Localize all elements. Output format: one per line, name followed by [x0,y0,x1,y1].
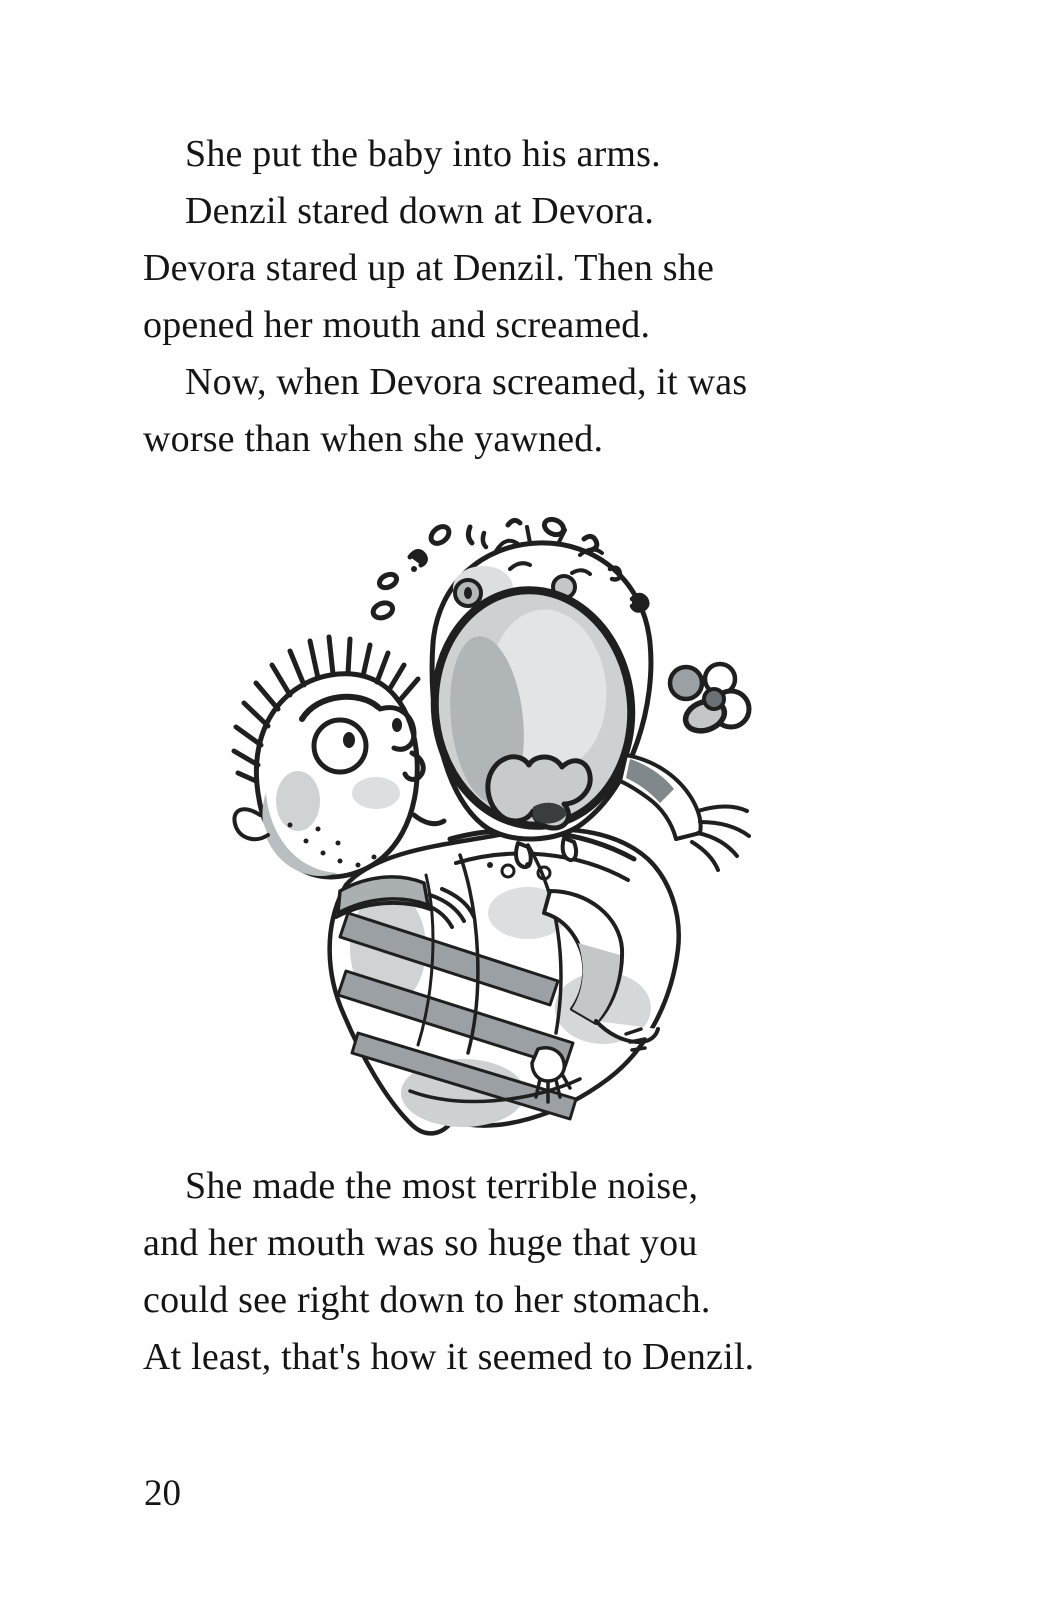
text-line: Denzil stared down at Devora. [185,190,655,232]
flying-dummy [670,664,749,736]
text-line: worse than when she yawned. [143,418,604,460]
story-text-bottom [143,1158,933,1386]
text-line: She made the most terrible noise, [185,1165,699,1207]
text-line: opened her mouth and screamed. [143,304,651,346]
text-line: could see right down to her stomach. [143,1279,711,1321]
text-line: and her mouth was so huge that you [143,1222,698,1264]
denzil-figure [234,637,444,877]
text-line: Devora stared up at Denzil. Then she [143,247,715,289]
text-line: Now, when Devora screamed, it was [185,361,748,403]
text-line: She put the baby into his arms. [185,133,661,175]
page-number: 20 [144,1473,181,1514]
story-text-top [143,126,933,468]
story-illustration [228,493,776,1148]
text-line: At least, that's how it seemed to Denzil. [143,1336,755,1378]
